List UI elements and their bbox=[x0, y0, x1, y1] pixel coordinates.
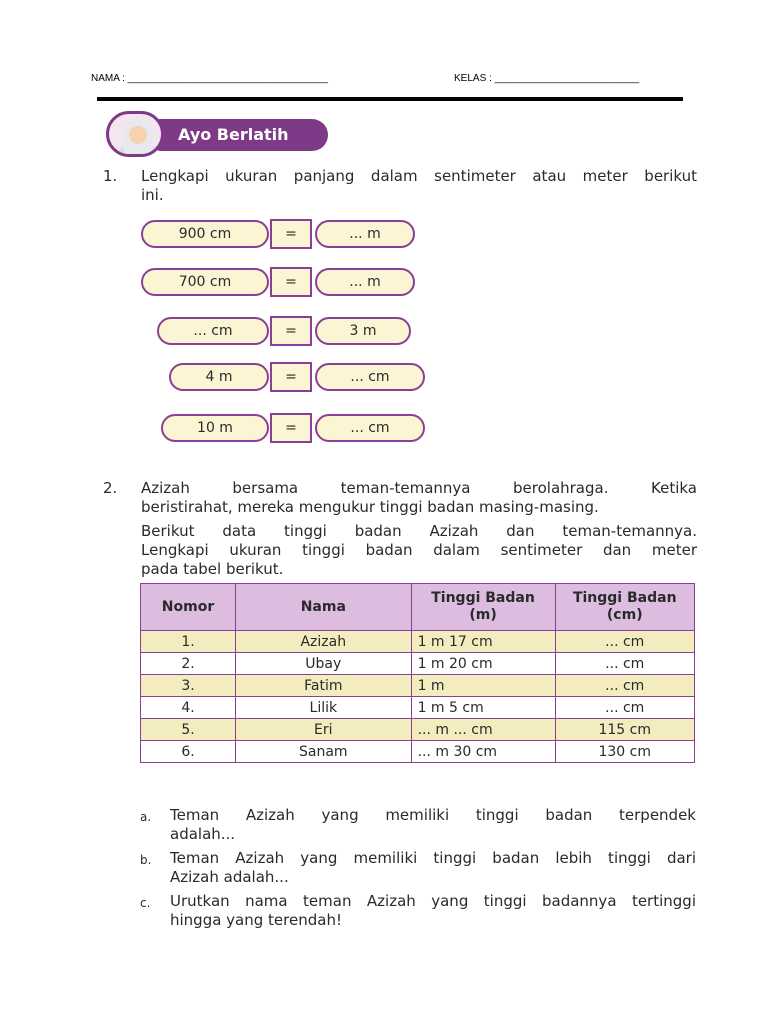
cell-nama: Fatim bbox=[236, 675, 412, 697]
question-2-paragraph-1 bbox=[141, 479, 697, 517]
q1-row5-equals: = bbox=[270, 413, 312, 443]
sub-question-c-letter: c. bbox=[140, 896, 151, 910]
cell-tinggi-m: 1 m 17 cm bbox=[411, 631, 555, 653]
header-tinggi-m: Tinggi Badan (m) bbox=[411, 584, 555, 631]
question-2-line-1: Azizah bersama teman-temannya berolahraga. Ketika bbox=[141, 479, 697, 497]
sub-question-b-text: Teman Azizah yang memiliki tinggi badan lebih tinggi dari Azizah adalah... bbox=[170, 849, 696, 886]
cell-nomor: 2. bbox=[141, 653, 236, 675]
cell-tinggi-cm[interactable]: ... cm bbox=[555, 675, 695, 697]
cell-tinggi-cm[interactable]: ... cm bbox=[555, 653, 695, 675]
q1-row2-right[interactable]: ... m bbox=[315, 268, 415, 296]
cell-nomor: 1. bbox=[141, 631, 236, 653]
question-1-text bbox=[141, 167, 697, 205]
question-1-number: 1. bbox=[103, 167, 118, 185]
question-2-line-3: Berikut data tinggi badan Azizah dan teman-temannya. bbox=[141, 522, 697, 540]
header-tinggi-cm: Tinggi Badan (cm) bbox=[555, 584, 695, 631]
question-2-number: 2. bbox=[103, 479, 118, 497]
cell-nomor: 3. bbox=[141, 675, 236, 697]
question-2-line-2: beristirahat, mereka mengukur tinggi badan masing-masing. bbox=[141, 498, 599, 516]
cell-tinggi-cm: 130 cm bbox=[555, 741, 695, 763]
table-row bbox=[141, 697, 695, 719]
sub-question-a-text: Teman Azizah yang memiliki tinggi badan terpendek adalah... bbox=[170, 806, 696, 843]
header-divider bbox=[97, 97, 683, 101]
table-header-row bbox=[141, 584, 695, 631]
cell-tinggi-cm: 115 cm bbox=[555, 719, 695, 741]
question-2-line-5: pada tabel berikut. bbox=[141, 560, 284, 578]
question-2-paragraph-2 bbox=[141, 522, 697, 579]
height-table bbox=[140, 583, 695, 763]
sub-question-c bbox=[140, 892, 696, 932]
nama-field-label: NAMA : ____________________________________ bbox=[91, 73, 328, 84]
sub-question-a bbox=[140, 806, 696, 846]
q1-row3-left[interactable]: ... cm bbox=[157, 317, 269, 345]
table-row bbox=[141, 631, 695, 653]
cell-nomor: 4. bbox=[141, 697, 236, 719]
question-1-line-1: Lengkapi ukuran panjang dalam sentimeter atau meter berikut bbox=[141, 167, 697, 185]
kelas-field-label: KELAS : __________________________ bbox=[454, 73, 640, 84]
q1-row5-left: 10 m bbox=[161, 414, 269, 442]
table-row bbox=[141, 653, 695, 675]
cell-tinggi-cm[interactable]: ... cm bbox=[555, 631, 695, 653]
sub-question-a-letter: a. bbox=[140, 810, 152, 824]
cell-tinggi-m: 1 m 20 cm bbox=[411, 653, 555, 675]
table-row bbox=[141, 719, 695, 741]
cell-nomor: 6. bbox=[141, 741, 236, 763]
q1-row1-right[interactable]: ... m bbox=[315, 220, 415, 248]
cell-nama: Azizah bbox=[236, 631, 412, 653]
cell-nama: Sanam bbox=[236, 741, 412, 763]
q1-row2-equals: = bbox=[270, 267, 312, 297]
header-nama: Nama bbox=[236, 584, 412, 631]
question-2-line-4: Lengkapi ukuran tinggi badan dalam sentimeter dan meter bbox=[141, 541, 697, 559]
q1-row1-left: 900 cm bbox=[141, 220, 269, 248]
cell-nama: Ubay bbox=[236, 653, 412, 675]
q1-row5-right[interactable]: ... cm bbox=[315, 414, 425, 442]
girl-illustration-icon bbox=[106, 111, 164, 157]
sub-question-b-letter: b. bbox=[140, 853, 152, 867]
header-nomor: Nomor bbox=[141, 584, 236, 631]
table-row bbox=[141, 675, 695, 697]
cell-nama: Eri bbox=[236, 719, 412, 741]
q1-row4-equals: = bbox=[270, 362, 312, 392]
sub-question-c-text: Urutkan nama teman Azizah yang tinggi badannya tertinggi hingga yang terendah! bbox=[170, 892, 696, 929]
cell-nama: Lilik bbox=[236, 697, 412, 719]
q1-row4-left: 4 m bbox=[169, 363, 269, 391]
cell-tinggi-m: 1 m 5 cm bbox=[411, 697, 555, 719]
section-badge bbox=[106, 111, 328, 157]
cell-tinggi-cm[interactable]: ... cm bbox=[555, 697, 695, 719]
cell-tinggi-m[interactable]: ... m 30 cm bbox=[411, 741, 555, 763]
question-1-line-2: ini. bbox=[141, 186, 164, 204]
q1-row3-equals: = bbox=[270, 316, 312, 346]
q1-row2-left: 700 cm bbox=[141, 268, 269, 296]
q1-row4-right[interactable]: ... cm bbox=[315, 363, 425, 391]
q1-row1-equals: = bbox=[270, 219, 312, 249]
table-row bbox=[141, 741, 695, 763]
cell-tinggi-m: 1 m bbox=[411, 675, 555, 697]
cell-nomor: 5. bbox=[141, 719, 236, 741]
sub-question-b bbox=[140, 849, 696, 889]
q1-row3-right: 3 m bbox=[315, 317, 411, 345]
cell-tinggi-m[interactable]: ... m ... cm bbox=[411, 719, 555, 741]
section-title: Ayo Berlatih bbox=[178, 125, 289, 144]
